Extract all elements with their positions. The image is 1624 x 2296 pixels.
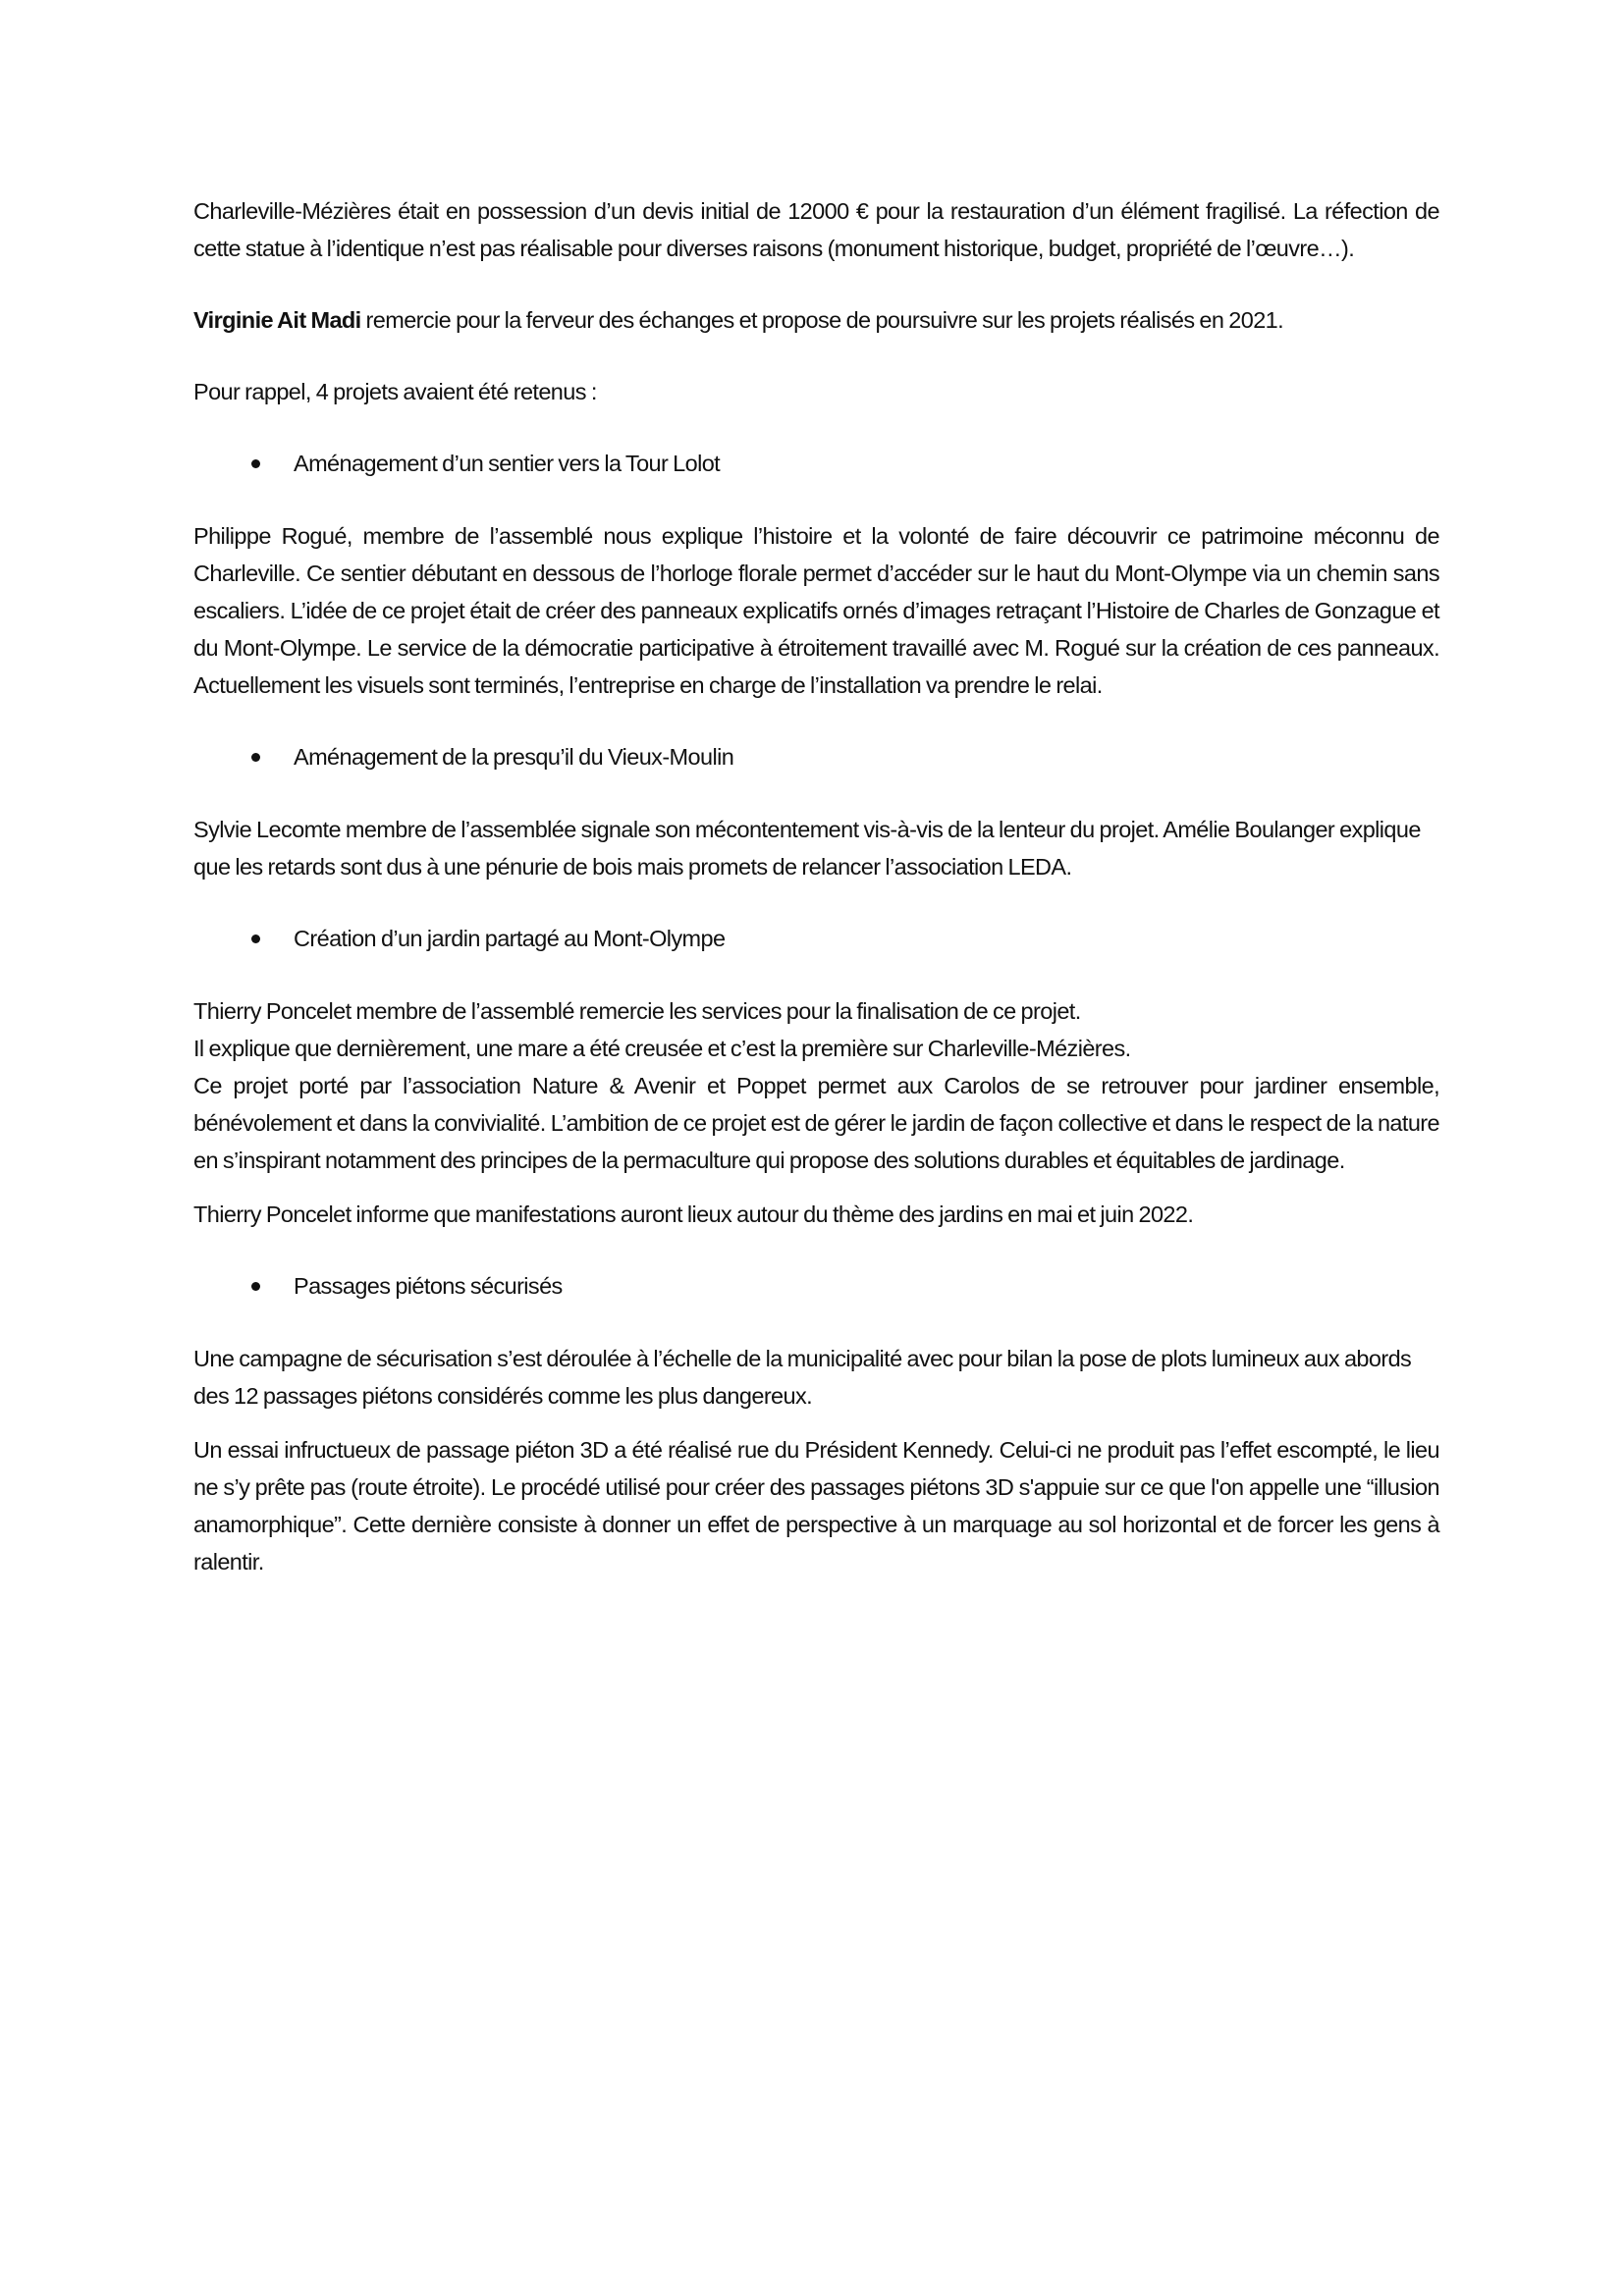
thanks-paragraph — [193, 301, 1439, 339]
project-paragraph: Un essai infructueux de passage piéton 3D a été réalisé rue du Président Kennedy. Celui-ci ne produit pas l’effet escompté, le lieu ne s’y prête pas (route étroite). Le procédé utilisé pour créer des passages piétons 3D s'appuie sur ce que l'on appelle une “illusion anamorphique”. Cette dernière consiste à donner un effet de perspective à un marquage au sol horizontal et de forcer les gens à ralentir. — [193, 1437, 1439, 1575]
project-title: Passages piétons sécurisés — [294, 1273, 563, 1299]
document-page — [193, 192, 1439, 1615]
project-paragraph: Philippe Rogué, membre de l’assemblé nous explique l’histoire et la volonté de faire découvrir ce patrimoine méconnu de Charleville. Ce sentier débutant en dessous de l’horloge florale permet d’accéder sur le haut du Mont-Olympe via un chemin sans escaliers. L’idée de ce projet était de créer des panneaux explicatifs ornés d’images retraçant l’Histoire de Charles de Gonzague et du Mont-Olympe. Le service de la démocratie participative à étroitement travaillé avec M. Rogué sur la création de ces panneaux. Actuellement les visuels sont terminés, l’entreprise en charge de l’installation va prendre le relai. — [193, 523, 1439, 698]
project-paragraph: Ce projet porté par l’association Nature & Avenir et Poppet permet aux Carolos de se retrouver pour jardiner ensemble, bénévolement et dans la convivialité. L’ambition de ce projet est de gérer le jardin de façon collective et dans le respect de la nature en s’inspirant notamment des principes de la permaculture qui propose des solutions durables et équitables de jardinage. — [193, 1073, 1439, 1173]
project-paragraph: Il explique que dernièrement, une mare a été creusée et c’est la première sur Charleville-Mézières. — [193, 1036, 1131, 1061]
project-title: Création d’un jardin partagé au Mont-Olympe — [294, 926, 726, 951]
project-bullet-jardin-partage — [193, 920, 1439, 957]
project-title: Aménagement de la presqu’il du Vieux-Moulin — [294, 744, 734, 770]
bullet-icon — [251, 459, 260, 468]
thanks-text: remercie pour la ferveur des échanges et propose de poursuivre sur les projets réalisés en 2021. — [360, 307, 1284, 333]
project-bullet-passages-pietons — [193, 1267, 1439, 1305]
bullet-icon — [251, 1282, 260, 1291]
speaker-name: Virginie Ait Madi — [193, 307, 361, 333]
project-paragraph: Une campagne de sécurisation s’est déroulée à l’échelle de la municipalité avec pour bilan la pose de plots lumineux aux abords des 12 passages piétons considérés comme les plus dangereux. — [193, 1346, 1412, 1409]
project-bullet-vieux-moulin — [193, 738, 1439, 775]
project-paragraph: Thierry Poncelet informe que manifestations auront lieux autour du thème des jardins en mai et juin 2022. — [193, 1201, 1194, 1227]
project-paragraph: Sylvie Lecomte membre de l’assemblée signale son mécontentement vis-à-vis de la lenteur du projet. Amélie Boulanger explique que les retards sont dus à une pénurie de bois mais promets de relancer l’association LEDA. — [193, 817, 1421, 880]
project-title: Aménagement d’un sentier vers la Tour Lolot — [294, 451, 721, 476]
intro-paragraph: Charleville-Mézières était en possession d’un devis initial de 12000 € pour la restauration d’un élément fragilisé. La réfection de cette statue à l’identique n’est pas réalisable pour diverses raisons (monument historique, budget, propriété de l’œuvre…). — [193, 198, 1439, 261]
project-paragraph: Thierry Poncelet membre de l’assemblé remercie les services pour la finalisation de ce projet. — [193, 998, 1081, 1024]
bullet-icon — [251, 753, 260, 762]
project-bullet-tour-lolot — [193, 445, 1439, 482]
bullet-icon — [251, 934, 260, 943]
reminder-paragraph: Pour rappel, 4 projets avaient été retenus : — [193, 379, 597, 404]
